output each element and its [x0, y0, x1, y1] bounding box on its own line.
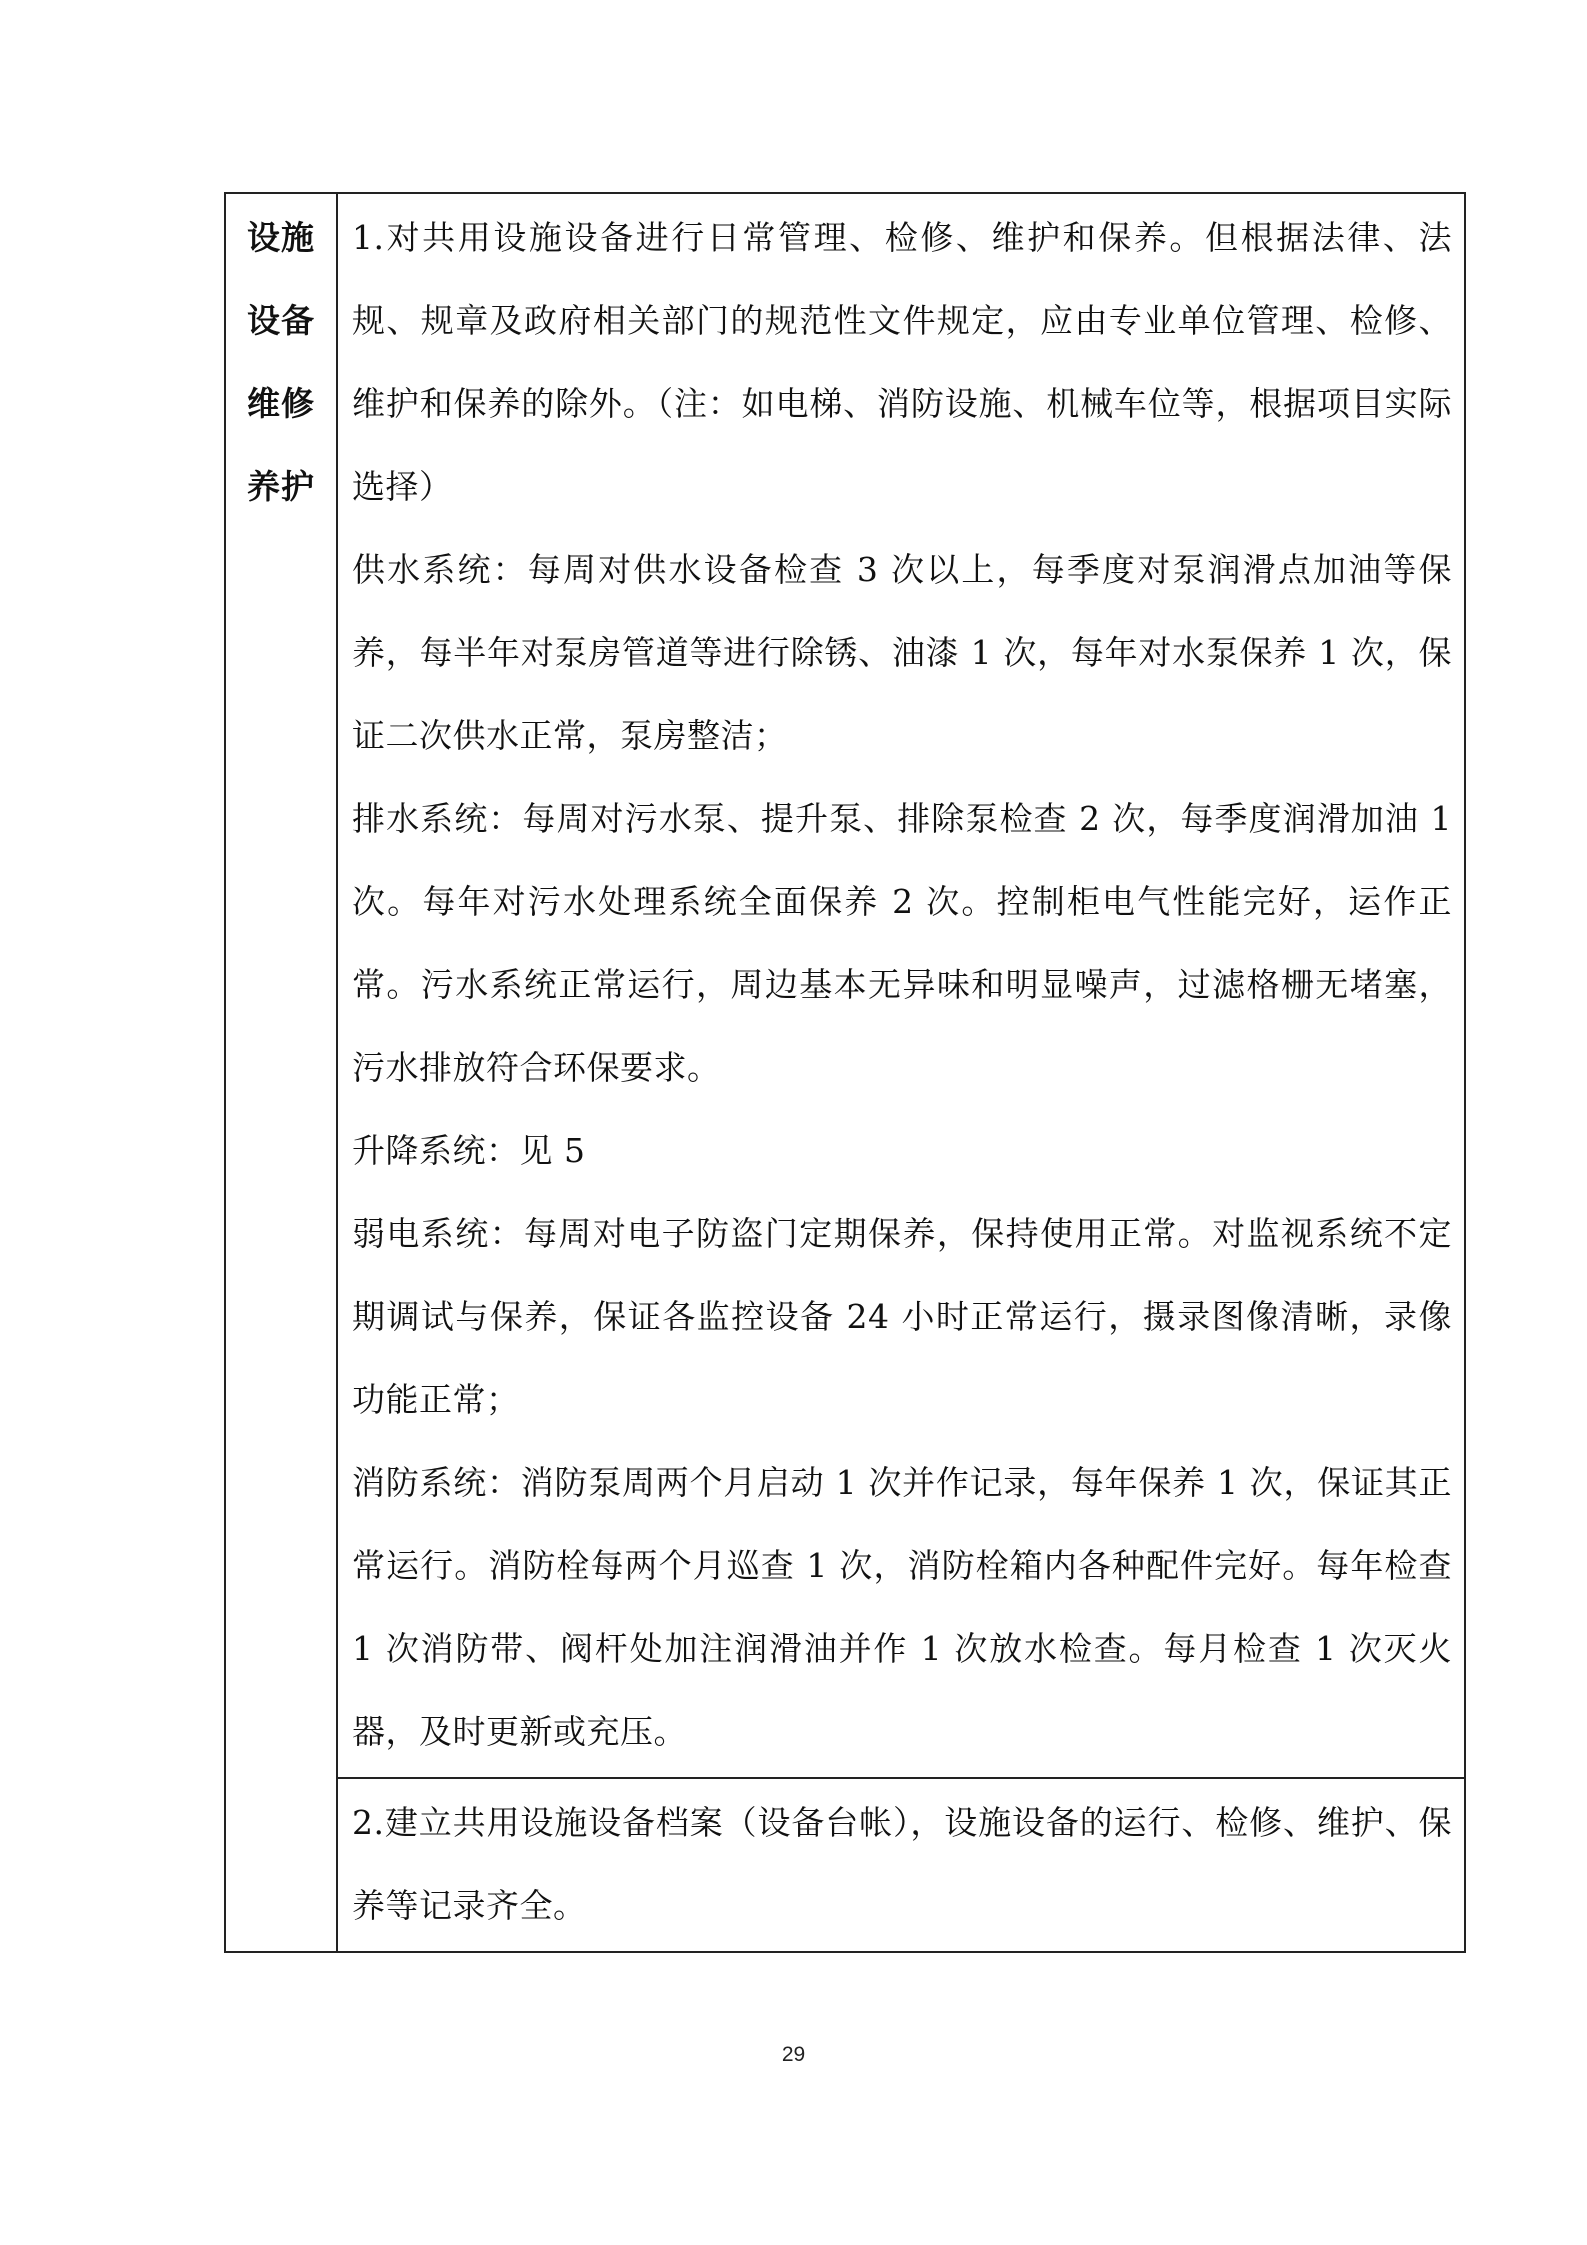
- content-table: [224, 192, 1466, 1953]
- table-row: [225, 1778, 1465, 1952]
- content-cell-item-1: [337, 193, 1465, 1778]
- table-row: [225, 193, 1465, 1778]
- content-cell-item-2: [337, 1778, 1465, 1952]
- paragraph-item-1: 1.对共用设施设备进行日常管理、检修、维护和保养。但根据法律、法规、规章及政府相关部门的规范性文件规定，应由专业单位管理、检修、维护和保养的除外。（注：如电梯、消防设施、机械车位等，根据项目实际选择）: [352, 218, 1452, 506]
- category-label-cell: [225, 193, 337, 1952]
- category-label: [226, 194, 336, 528]
- paragraph-item-2: 2.建立共用设施设备档案（设备台帐），设施设备的运行、检修、维护、保养等记录齐全。: [352, 1803, 1452, 1925]
- paragraph-drainage: 排水系统：每周对污水泵、提升泵、排除泵检查 2 次，每季度润滑加油 1 次。每年对污水处理系统全面保养 2 次。控制柜电气性能完好，运作正常。污水系统正常运行，周边基本无异味和明显噪声，过滤格栅无堵塞，污水排放符合环保要求。: [352, 799, 1452, 1087]
- category-label-line: 维修: [247, 384, 315, 423]
- paragraph-elevator: 升降系统：见 5: [352, 1131, 586, 1170]
- page-number: 29: [781, 2043, 806, 2066]
- category-label-line: 设施: [247, 218, 315, 257]
- paragraph-fire-protection: 消防系统：消防泵周两个月启动 1 次并作记录，每年保养 1 次，保证其正常运行。消防栓每两个月巡查 1 次，消防栓箱内各种配件完好。每年检查 1 次消防带、阀杆处加注润滑油并作 1 次放水检查。每月检查 1 次灭火器，及时更新或充压。: [352, 1463, 1452, 1751]
- paragraph-low-voltage: 弱电系统：每周对电子防盗门定期保养，保持使用正常。对监视系统不定期调试与保养，保证各监控设备 24 小时正常运行，摄录图像清晰，录像功能正常；: [352, 1214, 1452, 1419]
- paragraph-water-supply: 供水系统：每周对供水设备检查 3 次以上，每季度对泵润滑点加油等保养，每半年对泵房管道等进行除锈、油漆 1 次，每年对水泵保养 1 次，保证二次供水正常，泵房整洁；: [352, 550, 1452, 755]
- category-label-line: 设备: [247, 301, 315, 340]
- category-label-line: 养护: [247, 467, 315, 506]
